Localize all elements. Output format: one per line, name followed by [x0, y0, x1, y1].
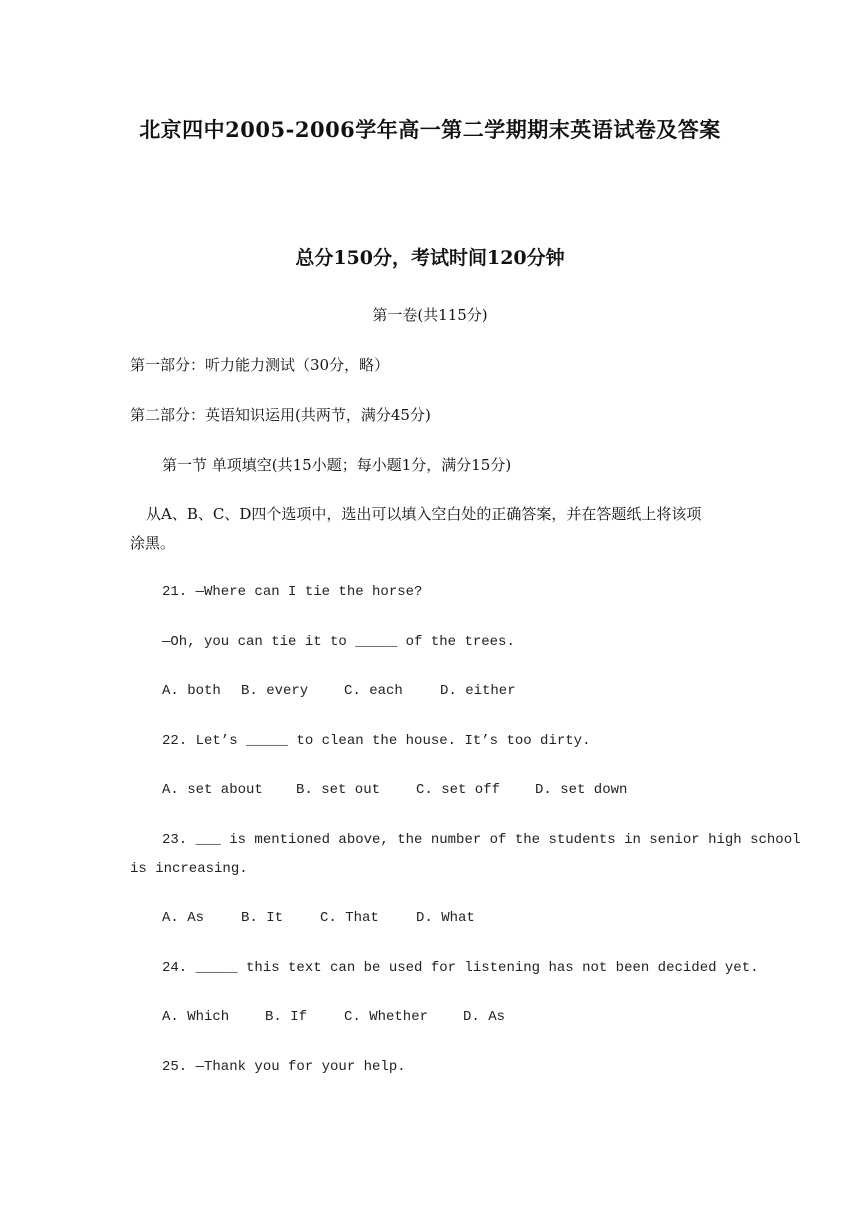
part1-heading: 第一部分：听力能力测试（30分，略）	[130, 356, 390, 374]
q22-option-d: D. set down	[535, 782, 628, 798]
q21-option-a: A. both	[162, 683, 221, 699]
document-title: 北京四中2005-2006学年高一第二学期期末英语试卷及答案	[139, 117, 721, 142]
q23-option-a: A. As	[162, 910, 205, 926]
q22-option-b: B. set out	[296, 782, 381, 798]
exam-info: 总分150分，考试时间120分钟	[295, 247, 565, 269]
q25-stem: 25. —Thank you for your help.	[162, 1059, 406, 1075]
q24-option-b: B. If	[265, 1009, 308, 1025]
q22-option-a: A. set about	[162, 782, 263, 798]
q23-stem-line-2: is increasing.	[130, 861, 248, 877]
q23-option-d: D. What	[416, 910, 475, 926]
q21-stem: 21. —Where can I tie the horse?	[162, 584, 423, 600]
q21-option-d: D. either	[440, 683, 516, 699]
volume-heading: 第一卷(共115分)	[372, 306, 488, 324]
q23-stem-line-1: 23. ___ is mentioned above, the number of the students in senior high school	[162, 832, 801, 848]
q21-reply: —Oh, you can tie it to _____ of the trees.	[162, 634, 515, 650]
q22-stem: 22. Let’s _____ to clean the house. It’s too dirty.	[162, 733, 591, 749]
q23-option-b: B. It	[241, 910, 284, 926]
q21-option-b: B. every	[241, 683, 309, 699]
q22-option-c: C. set off	[416, 782, 501, 798]
instruction-line-2: 涂黑。	[130, 534, 176, 552]
q23-option-c: C. That	[320, 910, 379, 926]
section1-heading: 第一节 单项填空(共15小题；每小题1分，满分15分)	[162, 456, 512, 474]
instruction-line-1: 从A、B、C、D四个选项中，选出可以填入空白处的正确答案，并在答题纸上将该项	[146, 505, 702, 523]
q24-stem: 24. _____ this text can be used for listening has not been decided yet.	[162, 960, 759, 976]
q24-option-d: D. As	[463, 1009, 506, 1025]
part2-heading: 第二部分：英语知识运用(共两节，满分45分)	[130, 406, 431, 424]
q24-option-a: A. Which	[162, 1009, 230, 1025]
q21-option-c: C. each	[344, 683, 403, 699]
q24-option-c: C. Whether	[344, 1009, 429, 1025]
